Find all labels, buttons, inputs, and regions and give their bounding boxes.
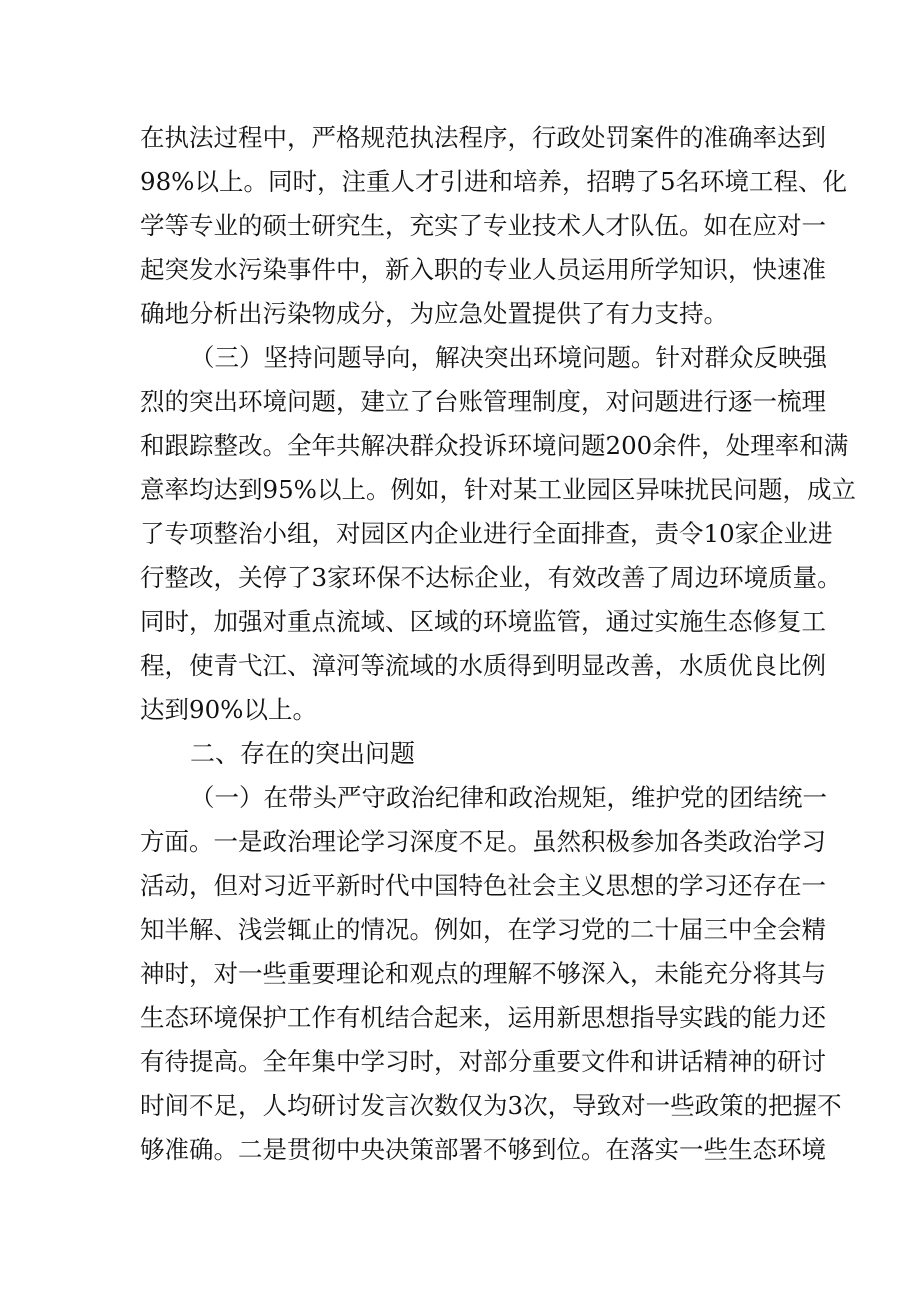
paragraph-2-line-6: 行整改，关停了3家环保不达标企业，有效改善了周边环境质量。 bbox=[140, 563, 842, 592]
paragraph-2-line-7: 同时，加强对重点流域、区域的环境监管，通过实施生态修复工 bbox=[140, 607, 826, 636]
paragraph-3-line-5: 神时，对一些重要理论和观点的理解不够深入，未能充分将其与 bbox=[140, 959, 826, 988]
paragraph-3-line-8: 时间不足，人均研讨发言次数仅为3次，导致对一些政策的把握不 bbox=[140, 1091, 842, 1120]
paragraph-3-line-1: （一）在带头严守政治纪律和政治规矩，维护党的团结统一 bbox=[190, 783, 827, 812]
paragraph-3-line-9: 够准确。二是贯彻中央决策部署不够到位。在落实一些生态环境 bbox=[140, 1135, 826, 1164]
paragraph-1-line-4: 起突发水污染事件中，新入职的专业人员运用所学知识，快速准 bbox=[140, 255, 826, 284]
section-heading: 二、存在的突出问题 bbox=[190, 739, 416, 768]
paragraph-2-line-9: 达到90%以上。 bbox=[140, 695, 317, 724]
paragraph-2-line-8: 程，使青弋江、漳河等流域的水质得到明显改善，水质优良比例 bbox=[140, 651, 826, 680]
paragraph-2-line-5: 了专项整治小组，对园区内企业进行全面排查，责令10家企业进 bbox=[140, 519, 833, 548]
paragraph-1-line-3: 学等专业的硕士研究生，充实了专业技术人才队伍。如在应对一 bbox=[140, 211, 826, 240]
paragraph-3-line-4: 知半解、浅尝辄止的情况。例如，在学习党的二十届三中全会精 bbox=[140, 915, 826, 944]
paragraph-1-line-1: 在执法过程中，严格规范执法程序，行政处罚案件的准确率达到 bbox=[140, 123, 826, 152]
paragraph-3-line-3: 活动，但对习近平新时代中国特色社会主义思想的学习还存在一 bbox=[140, 871, 826, 900]
paragraph-2-line-2: 烈的突出环境问题，建立了台账管理制度，对问题进行逐一梳理 bbox=[140, 387, 826, 416]
paragraph-3-line-6: 生态环境保护工作有机结合起来，运用新思想指导实践的能力还 bbox=[140, 1003, 826, 1032]
paragraph-1-line-2: 98%以上。同时，注重人才引进和培养，招聘了5名环境工程、化 bbox=[140, 167, 848, 196]
paragraph-3-line-2: 方面。一是政治理论学习深度不足。虽然积极参加各类政治学习 bbox=[140, 827, 826, 856]
paragraph-2-line-3: 和跟踪整改。全年共解决群众投诉环境问题200余件，处理率和满 bbox=[140, 431, 849, 460]
paragraph-1-line-5: 确地分析出污染物成分，为应急处置提供了有力支持。 bbox=[140, 299, 728, 328]
paragraph-2-line-1: （三）坚持问题导向，解决突出环境问题。针对群众反映强 bbox=[190, 343, 827, 372]
paragraph-2-line-4: 意率均达到95%以上。例如，针对某工业园区异味扰民问题，成立 bbox=[140, 475, 856, 504]
paragraph-3-line-7: 有待提高。全年集中学习时，对部分重要文件和讲话精神的研讨 bbox=[140, 1047, 826, 1076]
